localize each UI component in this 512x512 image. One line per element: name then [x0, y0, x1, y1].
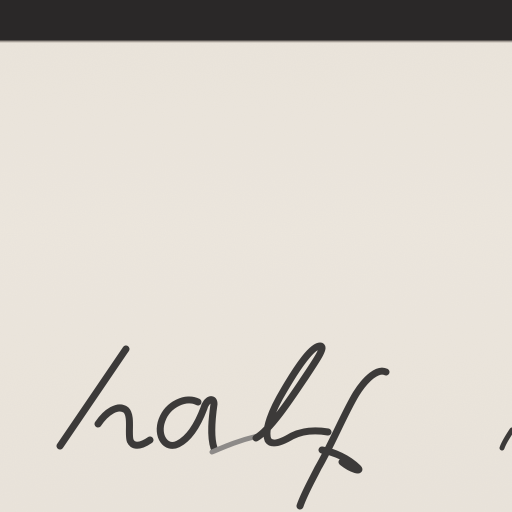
letter-f	[300, 371, 386, 506]
letter-a	[160, 400, 214, 448]
letter-l	[256, 346, 328, 443]
ink-connector	[212, 436, 258, 452]
partial-next-letter	[502, 430, 512, 448]
letter-h	[60, 349, 150, 446]
